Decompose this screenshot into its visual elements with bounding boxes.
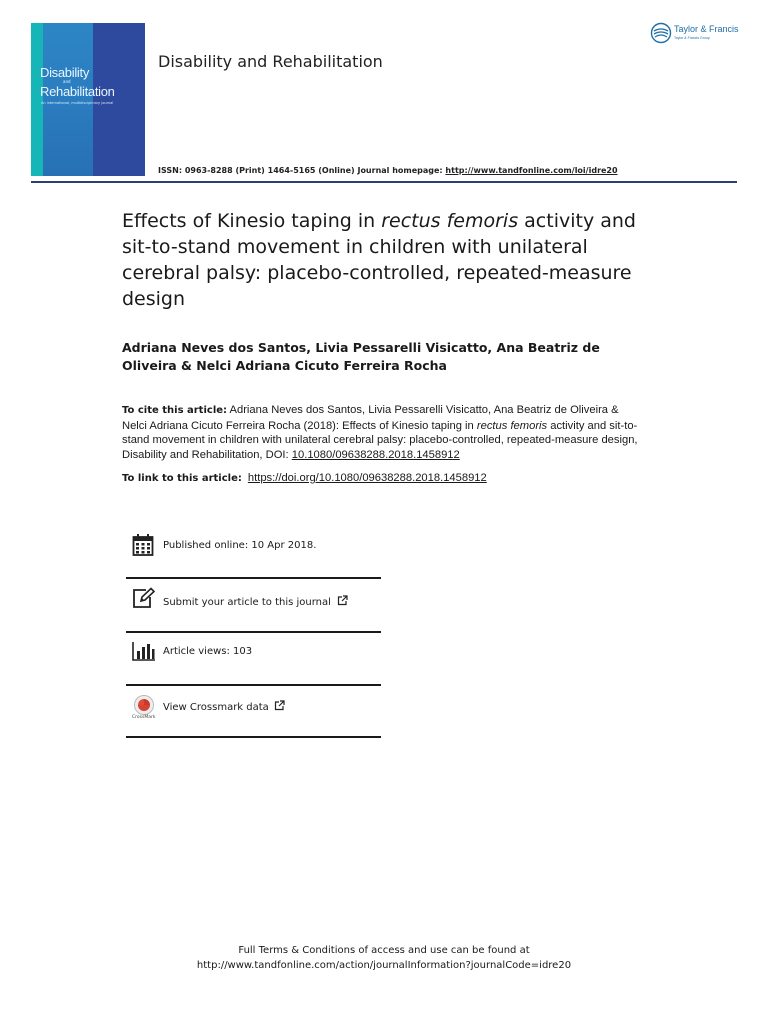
citation-label: To cite this article: xyxy=(122,405,228,416)
info-divider xyxy=(126,577,381,579)
published-row xyxy=(126,533,381,563)
submit-article-label: Submit your article to this journal xyxy=(163,597,331,608)
title-part-2: activity and sit-to-stand movement in children with unilateral cerebral palsy: placebo-controlled, repeated-measure design xyxy=(122,210,636,310)
crossmark-link[interactable] xyxy=(163,700,285,713)
cover-title-and: and xyxy=(63,79,71,84)
calendar-icon xyxy=(132,533,154,557)
cover-band-dark xyxy=(93,23,145,176)
cover-title-line2: Rehabilitation xyxy=(40,84,115,99)
external-link-icon xyxy=(274,700,285,711)
published-date: Published online: 10 Apr 2018. xyxy=(163,540,317,551)
crossmark-label: View Crossmark data xyxy=(163,702,269,713)
publisher-logo xyxy=(650,22,742,46)
title-part-1: Effects of Kinesio taping in xyxy=(122,210,382,232)
external-link-icon xyxy=(337,595,348,606)
publisher-name: Taylor & Francis xyxy=(674,24,739,34)
header-divider xyxy=(31,181,737,183)
info-divider xyxy=(126,631,381,633)
footer-terms-url[interactable]: http://www.tandfonline.com/action/journalInformation?journalCode=idre20 xyxy=(196,960,572,971)
submit-article-link[interactable] xyxy=(163,595,348,608)
submit-row[interactable] xyxy=(126,587,381,617)
citation-text-2: activity and sit-to-stand movement in children with unilateral cerebral palsy: placebo-controlled, repeated-measure design, Disability and Rehabilitation, DOI: xyxy=(122,419,638,461)
article-link-line xyxy=(122,472,487,484)
article-title xyxy=(122,208,642,312)
citation-block xyxy=(122,403,642,462)
views-row xyxy=(126,641,381,669)
cover-subtitle: An international, multidisciplinary journal xyxy=(41,101,114,105)
title-italic-part: rectus femoris xyxy=(381,210,519,232)
footer-line-1: Full Terms & Conditions of access and use can be found at xyxy=(238,945,530,956)
journal-cover xyxy=(31,23,145,176)
journal-homepage-link[interactable]: http://www.tandfonline.com/loi/idre20 xyxy=(445,166,618,175)
citation-text-1: Adriana Neves dos Santos, Livia Pessarelli Visicatto, Ana Beatriz de Oliveira & Nelci Adriana Cicuto Ferreira Rocha (2018): Effects of Kinesio taping in xyxy=(122,404,619,432)
link-label: To link to this article: xyxy=(122,473,242,484)
crossmark-row[interactable] xyxy=(126,694,381,724)
bar-chart-icon xyxy=(132,641,156,661)
info-divider xyxy=(126,736,381,738)
cover-band-teal xyxy=(31,23,43,176)
article-doi-url[interactable]: https://doi.org/10.1080/09638288.2018.1458912 xyxy=(247,472,487,484)
tf-logo-icon xyxy=(650,22,672,44)
journal-title: Disability and Rehabilitation xyxy=(158,52,383,71)
cover-band-blue xyxy=(43,23,93,176)
doi-link[interactable]: 10.1080/09638288.2018.1458912 xyxy=(291,448,460,461)
cover-title-line1: Disability xyxy=(40,65,90,80)
issn-line xyxy=(158,166,618,175)
edit-icon xyxy=(132,587,156,609)
crossmark-logo-text: CrossMark xyxy=(132,715,156,720)
publisher-group: Taylor & Francis Group xyxy=(674,36,710,40)
issn-text: ISSN: 0963-8288 (Print) 1464-5165 (Online) Journal homepage: xyxy=(158,166,446,175)
footer-terms xyxy=(0,943,768,973)
article-views: Article views: 103 xyxy=(163,646,253,657)
info-divider xyxy=(126,684,381,686)
author-list: Adriana Neves dos Santos, Livia Pessarelli Visicatto, Ana Beatriz de Oliveira & Nelci Adriana Cicuto Ferreira Rocha xyxy=(122,340,600,373)
citation-italic: rectus femoris xyxy=(476,419,548,432)
